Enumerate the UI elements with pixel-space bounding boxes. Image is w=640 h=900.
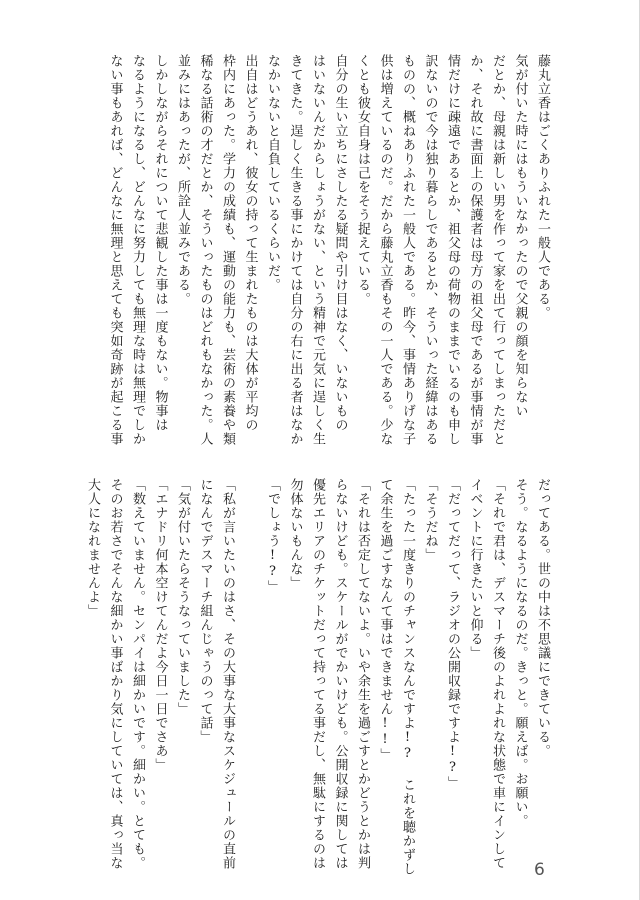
text-line: 「エナドリ何本空けてんだよ今日一日でさあ」 <box>152 478 168 772</box>
text-line: しかしながらそれについて悲観した事は一度もない。物事は <box>152 54 168 432</box>
text-line: 「それは否定してないよ。いや余生を過ごすとかどうとかは判 <box>355 478 370 870</box>
text-line: 自分の生い立ちにさしたる疑問や引け目はなく、いないもの <box>332 54 348 432</box>
text-line: 「でしょう!?」 <box>265 478 280 594</box>
text-line: 出自はどうあれ、彼女の持って生まれたものは大体が平均の <box>242 54 258 432</box>
text-line: 大人になれませんよ」 <box>85 478 100 618</box>
text-line: そう。なるようになるのだ。きっと。願えば。お願い。 <box>512 478 528 828</box>
text-line: だってある。世の中は不思議にできている。 <box>535 478 550 758</box>
text-line: 気が付いた時にはもういなかったので父親の顔を知らない <box>512 54 528 418</box>
text-line: はいないんだからしょうがない、という精神で元気に逞しく生 <box>310 54 325 446</box>
text-line: 「たった一度きりのチャンスなんですよ!? これを聴かずし <box>400 478 415 876</box>
text-line: そのお若さでそんな細かい事ばかり気にしていては、真っ当な <box>107 478 123 870</box>
text-line: 優先エリアのチケットだって持ってる事だし、無駄にするのは <box>310 478 325 870</box>
page-number: 6 <box>534 860 545 880</box>
text-line: 勿体ないもんな」 <box>287 478 303 590</box>
text-line: ない事もあれば、どんなに無理と思えても突如奇跡が起こる事 <box>107 54 123 446</box>
text-line: 「気が付いたらそうなっていました」 <box>175 478 190 716</box>
text-line: 稀なる話術の才だとか、そういったものはどれもなかった。人 <box>197 54 213 446</box>
text-line: きてきた。逞しく生きる事にかけては自分の右に出る者はなか <box>287 54 303 446</box>
text-line: 「数えていません。センパイは細かいです。細かい。とても。 <box>130 478 145 870</box>
text-line: て余生を過ごすなんて事はできません!!」 <box>377 478 393 762</box>
text-line: になんでデスマーチ組んじゃうのって話」 <box>197 478 213 744</box>
text-line: 藤丸立香はごくありふれた一般人である。 <box>535 54 550 320</box>
upper-text-block <box>97 54 553 446</box>
text-line: 供は増えているのだ。だから藤丸立香もその一人である。少な <box>377 54 393 446</box>
blank-line <box>238 478 261 828</box>
text-line: 枠内にあった。学力の成績も、運動の能力も、芸術の素養や類 <box>220 54 235 446</box>
text-line: ものの、概ねありふれた一般人である。昨今、事情ありげな子 <box>400 54 415 446</box>
text-line: 情だけに疎遠であるとか、祖父母の荷物のままでいるのも申し <box>445 54 460 446</box>
text-line: なるようになるし、どんなに努力しても無理な時は無理でしか <box>130 54 145 446</box>
text-line: 並みにはあったが、所詮人並みである。 <box>175 54 190 306</box>
text-line: くとも彼女自身は己をそう捉えている。 <box>355 54 370 306</box>
text-line: 「そうだね」 <box>422 478 438 562</box>
text-line: イベントに行きたいと仰る」 <box>467 478 483 660</box>
text-line: 「私が言いたいのはさ、その大事な大事なスケジュールの直前 <box>220 478 235 870</box>
lower-text-block <box>85 478 553 876</box>
text-line: だとか、母親は新しい男を作って家を出て行ってしまっただと <box>490 54 505 446</box>
text-line: 「だってだって、ラジオの公開収録ですよ!?」 <box>445 478 460 790</box>
text-line: 「それで君は、デスマーチ後のよれよれな状態で車にインして <box>490 478 505 870</box>
text-line: なかいないと自負しているくらいだ。 <box>265 54 280 292</box>
text-line: か、それ故に書面上の保護者は母方の祖父母であるが事情が事 <box>467 54 483 446</box>
text-line: 訳ないので今は独り暮らしであるとか、そういった経緯はある <box>422 54 438 446</box>
text-line: らないけども。スケールがでかいけども。公開収録に関しては <box>332 478 348 870</box>
